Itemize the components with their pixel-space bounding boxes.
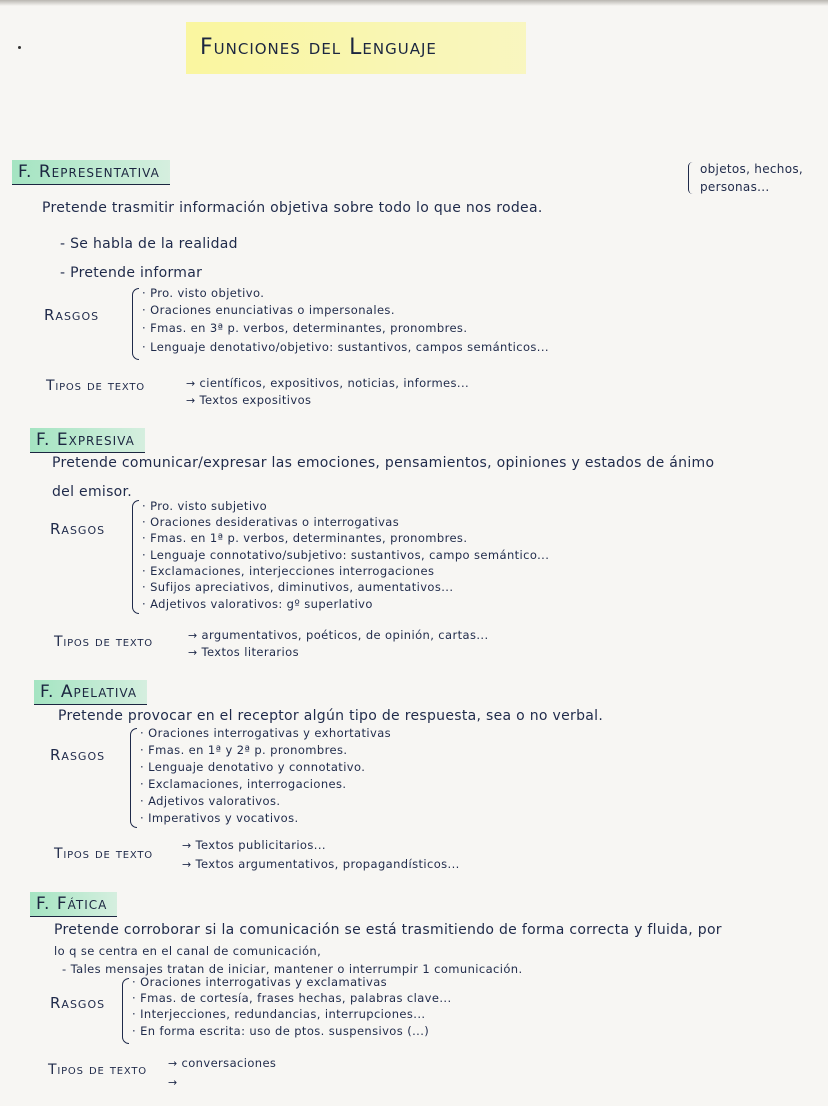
representativa-note-line-1: objetos, hechos,	[700, 162, 804, 176]
note-bracket	[688, 162, 697, 194]
representativa-rasgo-3: · Fmas. en 3ª p. verbos, determinantes, pronombres.	[142, 321, 468, 335]
expresiva-rasgo-4: · Lenguaje connotativo/subjetivo: sustantivos, campo semántico...	[142, 548, 550, 562]
fatica-rasgos-label: Rasgos	[50, 994, 106, 1012]
expresiva-tipos-2	[188, 645, 299, 659]
expresiva-tipos-label: Tipos de texto	[54, 634, 153, 650]
expresiva-rasgo-5: · Exclamaciones, interjecciones interrogaciones	[142, 564, 435, 578]
arrow-icon: →	[188, 646, 202, 659]
apelativa-tipos-2	[182, 857, 460, 871]
section-title-representativa: F. Representativa	[12, 160, 170, 185]
expresiva-rasgo-6: · Sufijos apreciativos, diminutivos, aumentativos...	[142, 580, 454, 594]
expresiva-intro-line-2: del emisor.	[52, 484, 133, 500]
arrow-icon: →	[168, 1057, 182, 1070]
representativa-intro: Pretende trasmitir información objetiva sobre todo lo que nos rodea.	[42, 200, 543, 216]
apelativa-tipos-1-text: Textos publicitarios...	[195, 838, 326, 852]
expresiva-rasgo-7: · Adjetivos valorativos: gº superlativo	[142, 597, 373, 611]
ink-dot	[18, 46, 21, 49]
fatica-tipos-2	[168, 1075, 178, 1089]
fatica-sub: - Tales mensajes tratan de iniciar, mantener o interrumpir 1 comunicación.	[62, 962, 523, 976]
fatica-tipos-1-text: conversaciones	[181, 1056, 277, 1070]
representativa-tipos-1	[186, 376, 469, 390]
arrow-icon: →	[186, 394, 200, 407]
representativa-rasgo-2: · Oraciones enunciativas o impersonales.	[142, 303, 395, 317]
apelativa-brace	[130, 728, 137, 828]
representativa-tipos-label: Tipos de texto	[46, 378, 145, 394]
expresiva-rasgo-3: · Fmas. en 1ª p. verbos, determinantes, pronombres.	[142, 531, 468, 545]
representativa-sub-1: - Se habla de la realidad	[60, 236, 238, 252]
representativa-tipos-2	[186, 393, 311, 407]
apelativa-intro: Pretende provocar en el receptor algún tipo de respuesta, sea o no verbal.	[58, 708, 604, 724]
apelativa-rasgo-4: · Exclamaciones, interrogaciones.	[140, 777, 347, 791]
apelativa-rasgo-6: · Imperativos y vocativos.	[140, 811, 299, 825]
arrow-icon: →	[186, 377, 200, 390]
fatica-tipos-1	[168, 1056, 276, 1070]
fatica-brace	[122, 978, 129, 1044]
expresiva-rasgo-2: · Oraciones desiderativas o interrogativas	[142, 515, 400, 529]
apelativa-rasgos-label: Rasgos	[50, 746, 106, 764]
fatica-rasgo-1: · Oraciones interrogativas y exclamativas	[132, 975, 388, 989]
representativa-tipos-2-text: Textos expositivos	[199, 393, 312, 407]
representativa-tipos-1-text: científicos, expositivos, noticias, informes...	[199, 376, 470, 390]
arrow-icon: →	[182, 858, 196, 871]
fatica-rasgo-4: · En forma escrita: uso de ptos. suspensivos (...)	[132, 1024, 430, 1038]
apelativa-tipos-1	[182, 838, 326, 852]
representativa-rasgo-4: · Lenguaje denotativo/objetivo: sustantivos, campos semánticos...	[142, 340, 549, 354]
fatica-rasgo-3: · Interjecciones, redundancias, interrupciones...	[132, 1007, 426, 1021]
expresiva-rasgos-label: Rasgos	[50, 520, 106, 538]
apelativa-rasgo-1: · Oraciones interrogativas y exhortativas	[140, 726, 392, 740]
fatica-intro-line-2: lo q se centra en el canal de comunicación,	[54, 944, 322, 958]
expresiva-tipos-1	[188, 628, 489, 642]
apelativa-rasgo-5: · Adjetivos valorativos.	[140, 794, 281, 808]
page-top-shadow	[0, 0, 828, 6]
fatica-rasgo-2: · Fmas. de cortesía, frases hechas, palabras clave...	[132, 991, 452, 1005]
expresiva-intro-line-1: Pretende comunicar/expresar las emociones, pensamientos, opiniones y estados de ánimo	[52, 455, 715, 471]
apelativa-rasgo-3: · Lenguaje denotativo y connotativo.	[140, 760, 366, 774]
representativa-rasgos-label: Rasgos	[44, 306, 100, 324]
arrow-icon: →	[182, 839, 196, 852]
arrow-icon: →	[188, 629, 202, 642]
representativa-sub-2: - Pretende informar	[60, 265, 203, 281]
apelativa-tipos-2-text: Textos argumentativos, propagandísticos...	[195, 857, 460, 871]
representativa-note-line-2: personas...	[700, 180, 770, 194]
apelativa-tipos-label: Tipos de texto	[54, 846, 153, 862]
page-title: Funciones del Lenguaje	[186, 22, 526, 74]
expresiva-tipos-1-text: argumentativos, poéticos, de opinión, cartas...	[201, 628, 489, 642]
expresiva-tipos-2-text: Textos literarios	[201, 645, 299, 659]
representativa-rasgo-1: · Pro. visto objetivo.	[142, 286, 265, 300]
expresiva-rasgo-1: · Pro. visto subjetivo	[142, 499, 268, 513]
representativa-brace	[132, 288, 139, 360]
section-title-expresiva: F. Expresiva	[30, 428, 145, 453]
expresiva-brace	[132, 500, 139, 614]
fatica-tipos-label: Tipos de texto	[48, 1062, 147, 1078]
fatica-intro-line-1: Pretende corroborar si la comunicación se está trasmitiendo de forma correcta y fluida, por	[54, 922, 722, 938]
arrow-icon: →	[168, 1076, 178, 1089]
section-title-apelativa: F. Apelativa	[34, 680, 147, 705]
apelativa-rasgo-2: · Fmas. en 1ª y 2ª p. pronombres.	[140, 743, 348, 757]
section-title-fatica: F. Fática	[30, 892, 117, 917]
